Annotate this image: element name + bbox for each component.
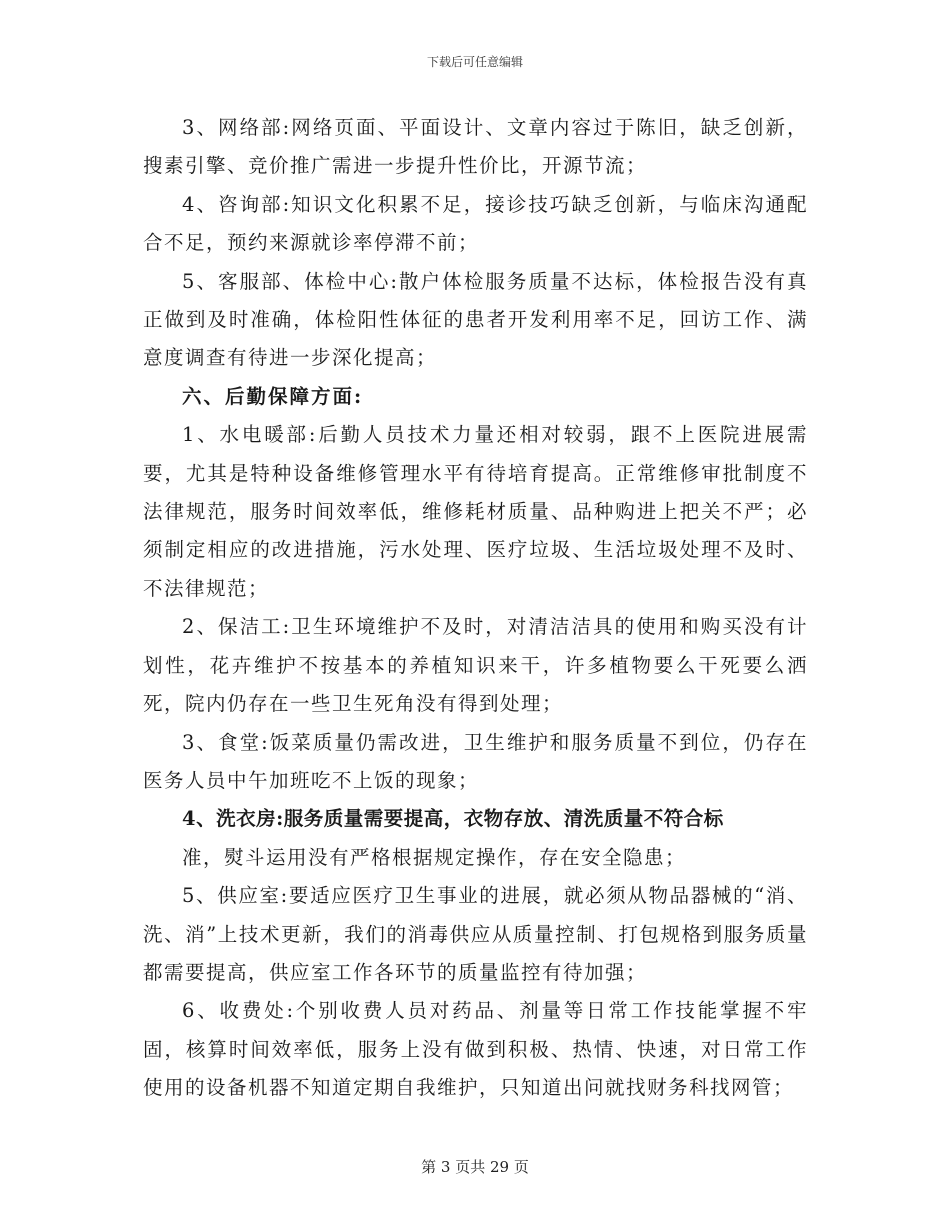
paragraph-cleaning: 2、保洁工:卫生环境维护不及时，对清洁洁具的使用和购买没有计划性，花卉维护不按基本的养植知识来干，许多植物要么干死要么洒死，院内仍存在一些卫生死角没有得到处理；: [143, 615, 808, 716]
page-number-footer: 第 3 页共 29 页: [421, 1158, 529, 1176]
paragraph-customer-service: 5、客服部、体检中心:散户体检服务质量不达标，体检报告没有真正做到及时准确，体检阳性体征的患者开发利用率不足，回访工作、满意度调查有待进一步深化提高；: [143, 269, 808, 370]
paragraph-billing: 6、收费处:个别收费人员对药品、剂量等日常工作技能掌握不牢固，核算时间效率低，服务上没有做到积极、热情、快速，对日常工作使用的设备机器不知道定期自我维护，只知道出问就找财务科找网管；: [143, 999, 808, 1100]
page-header: 下载后可任意编辑: [426, 55, 523, 69]
document-body: [143, 109, 808, 1108]
paragraph-laundry: [143, 800, 808, 877]
laundry-bold-line: 4、洗衣房:服务质量需要提高，衣物存放、清洗质量不符合标: [182, 807, 724, 831]
section-heading-logistics: 六、后勤保障方面:: [182, 384, 364, 408]
laundry-rest-line: 准，熨斗运用没有严格根据规定操作，存在安全隐患；: [182, 845, 687, 869]
paragraph-consulting-dept: 4、咨询部:知识文化积累不足，接诊技巧缺乏创新，与临床沟通配合不足，预约来源就诊率停滞不前；: [143, 192, 808, 255]
paragraph-network-dept: 3、网络部:网络页面、平面设计、文章内容过于陈旧，缺乏创新，搜素引擎、竞价推广需进一步提升性价比，开源节流；: [143, 116, 808, 178]
paragraph-supply-room: 5、供应室:要适应医疗卫生事业的进展，就必须从物品器械的“消、洗、消”上技术更新，我们的消毒供应从质量控制、打包规格到服务质量都需要提高，供应室工作各环节的质量监控有待加强；: [143, 884, 808, 984]
paragraph-canteen: 3、食堂:饭菜质量仍需改进，卫生维护和服务质量不到位，仍存在医务人员中午加班吃不上饭的现象；: [143, 730, 808, 792]
paragraph-utilities-dept: 1、水电暖部:后勤人员技术力量还相对较弱，跟不上医院进展需要，尤其是特种设备维修管理水平有待培育提高。正常维修审批制度不法律规范，服务时间效率低，维修耗材质量、品种购进上把关不严；必须制定相应的改进措施，污水处理、医疗垃圾、生活垃圾处理不及时、不法律规范；: [143, 423, 808, 600]
